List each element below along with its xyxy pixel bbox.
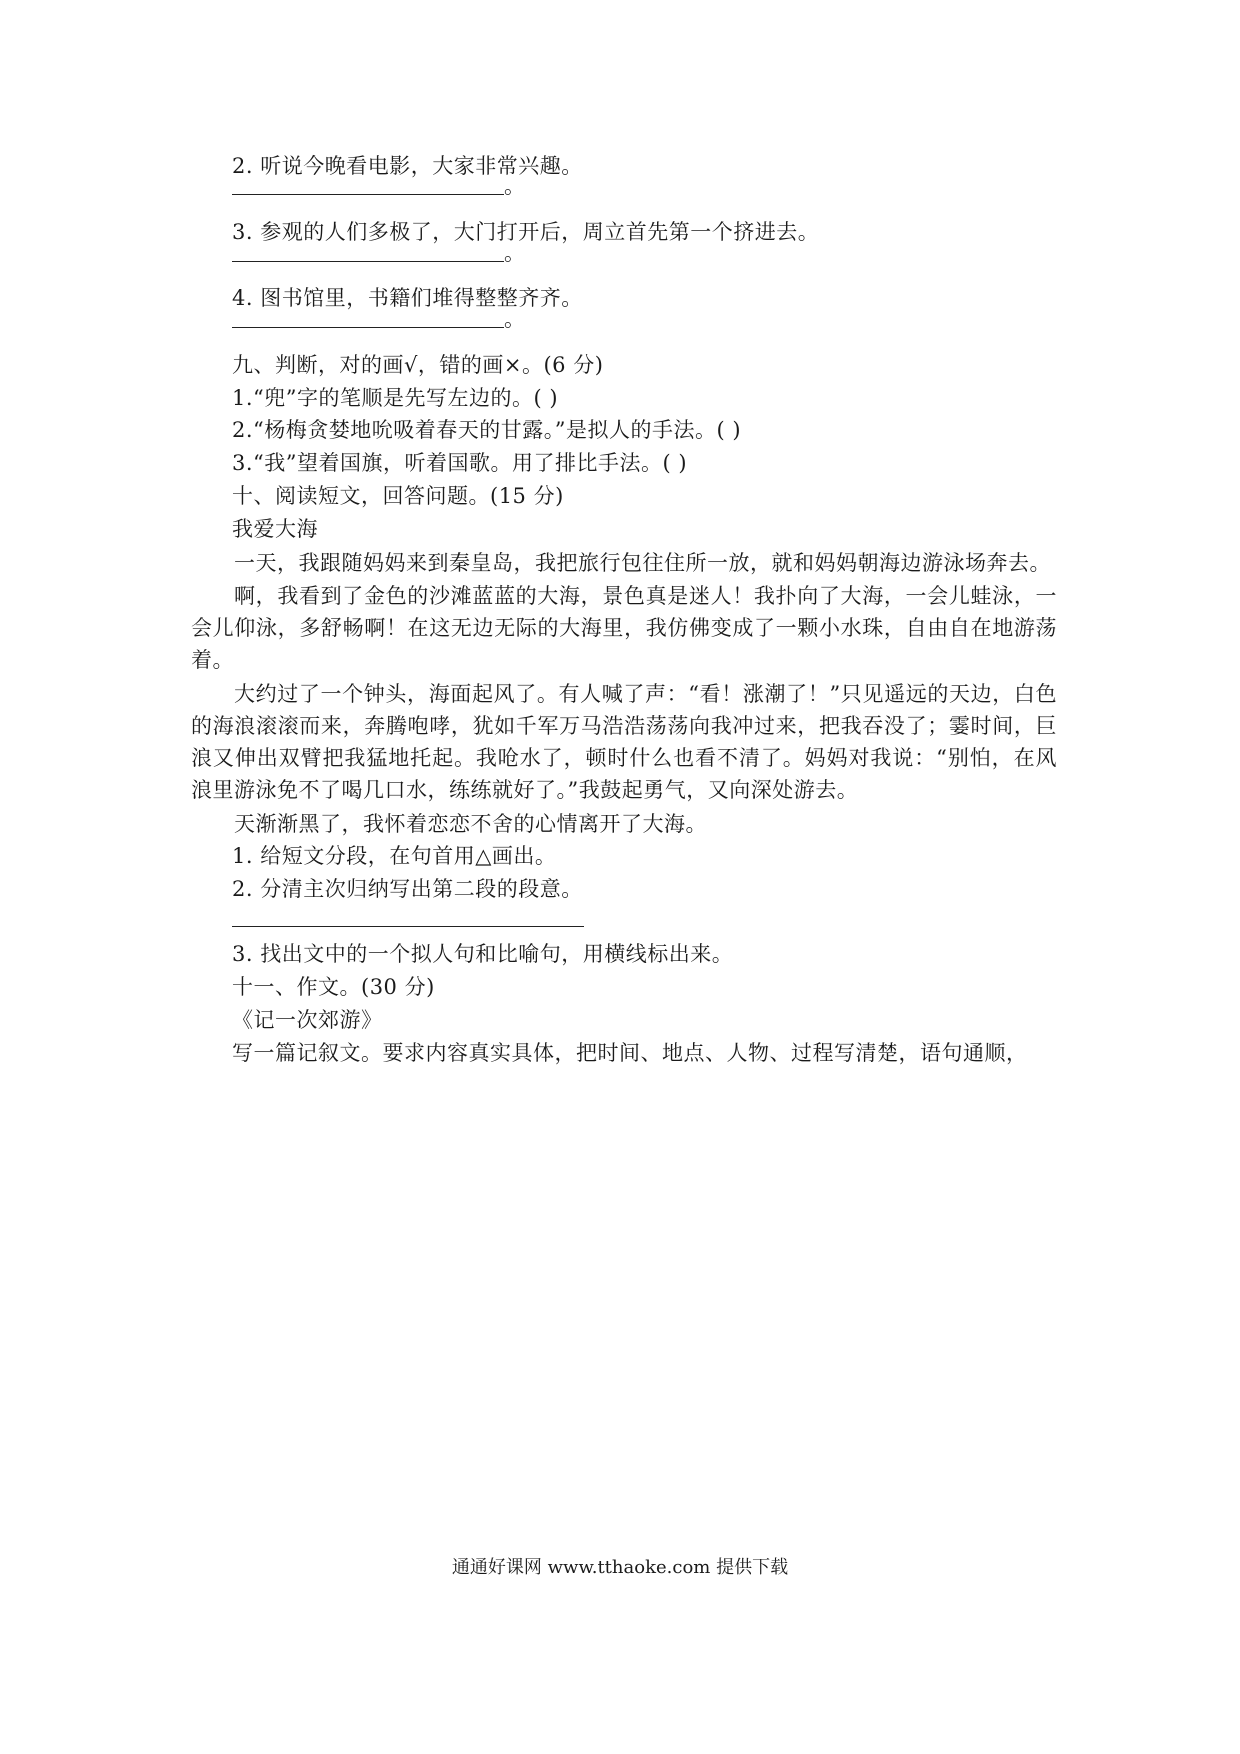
essay-title: 《记一次郊游》: [232, 1008, 383, 1032]
passage-paragraph-4: 天渐渐黑了，我怀着恋恋不舍的心情离开了大海。: [234, 812, 707, 836]
rewrite-q4: 4. 图书馆里，书籍们堆得整整齐齐。: [232, 286, 583, 310]
answer-blank-q3[interactable]: [232, 238, 525, 268]
passage-title: 我爱大海: [232, 517, 318, 541]
judge-item-3: 3.“我”望着国旗，听着国歌。用了排比手法。( ): [232, 451, 688, 475]
blank-period: 。: [504, 307, 525, 331]
footer-credit: 通通好课网 www.tthaoke.com 提供下载: [451, 1557, 789, 1578]
passage-paragraph-1: 一天，我跟随妈妈来到秦皇岛，我把旅行包往住所一放，就和妈妈朝海边游泳场奔去。: [234, 551, 1051, 575]
blank-period: 。: [504, 174, 525, 198]
section-10-title: 十、阅读短文，回答问题。(15 分): [232, 484, 564, 508]
judge-item-1: 1.“兜”字的笔顺是先写左边的。( ): [232, 386, 559, 410]
rewrite-q3: 3. 参观的人们多极了，大门打开后，周立首先第一个挤进去。: [232, 220, 820, 244]
blank-period: 。: [504, 241, 525, 265]
section-9-title: 九、判断，对的画√，错的画×。(6 分): [232, 353, 604, 377]
answer-blank-q2[interactable]: [232, 171, 525, 201]
judge-item-2: 2.“杨梅贪婪地吮吸着春天的甘露。”是拟人的手法。( ): [232, 418, 742, 442]
answer-line: [232, 261, 504, 262]
essay-instructions: 写一篇记叙文。要求内容真实具体，把时间、地点、人物、过程写清楚，语句通顺，: [232, 1041, 1028, 1065]
rewrite-q2: 2. 听说今晚看电影，大家非常兴趣。: [232, 154, 583, 178]
reading-question-1: 1. 给短文分段，在句首用△画出。: [232, 844, 557, 868]
answer-blank-q4[interactable]: [232, 304, 525, 334]
passage-paragraph-2: 啊，我看到了金色的沙滩蓝蓝的大海，景色真是迷人！我扑向了大海，一会儿蛙泳，一会儿仰泳，多舒畅啊！在这无边无际的大海里，我仿佛变成了一颗小水珠，自由自在地游荡着。: [191, 584, 1057, 672]
section-11-title: 十一、作文。(30 分): [232, 975, 435, 999]
answer-blank-main-idea[interactable]: [232, 903, 592, 933]
answer-line: [232, 194, 504, 195]
answer-line: [232, 327, 504, 328]
answer-line: [232, 926, 584, 927]
reading-question-2: 2. 分清主次归纳写出第二段的段意。: [232, 877, 583, 901]
passage-paragraph-3: 大约过了一个钟头，海面起风了。有人喊了声：“看！涨潮了！”只见遥远的天边，白色的海浪滚滚而来，奔腾咆哮，犹如千军万马浩浩荡荡向我冲过来，把我吞没了；霎时间，巨浪又伸出双臂把我猛地托起。我呛水了，顿时什么也看不清了。妈妈对我说：“别怕，在风浪里游泳免不了喝几口水，练练就好了。”我鼓起勇气，又向深处游去。: [191, 682, 1057, 802]
reading-question-3: 3. 找出文中的一个拟人句和比喻句，用横线标出来。: [232, 942, 734, 966]
